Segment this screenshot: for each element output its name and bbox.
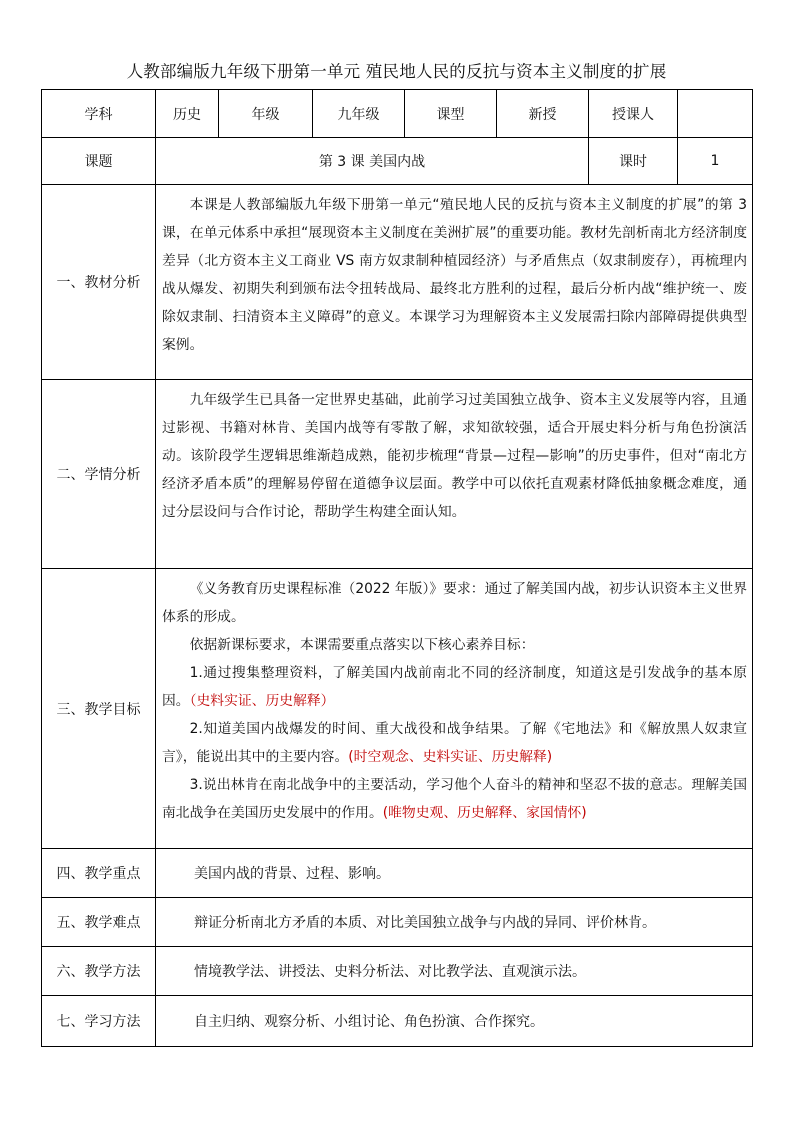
goal-1-text: 1.通过搜集整理资料，了解美国内战前南北不同的经济制度，知道这是引发战争的基本原因。 — [162, 665, 747, 709]
key-points-text: 美国内战的背景、过程、影响。 — [156, 849, 753, 898]
learning-methods-row — [42, 996, 753, 1047]
document-title: 人教部编版九年级下册第一单元 殖民地人民的反抗与资本主义制度的扩展 — [126, 62, 667, 81]
curriculum-standard: 《义务教育历史课程标准（2022 年版）》要求：通过了解美国内战，初步认识资本主义世界体系的形成。 — [162, 581, 747, 625]
textbook-analysis-text: 本课是人教部编版九年级下册第一单元“殖民地人民的反抗与资本主义制度的扩展”的第 3 课，在单元体系中承担“展现资本主义制度在美洲扩展”的重要功能。教材先剖析南北方经济制度差异（北方资本主义工商业 VS 南方奴隶制种植园经济）与矛盾焦点（奴隶制废存），再梳理内战从爆发、初期失利到颁布法令扭转战局、最终北方胜利的过程，最后分析内战“维护统一、废除奴隶制、扫清资本主义障碍”的意义。本课学习为理解资本主义发展需扫除内部障碍提供典型案例。 — [162, 197, 747, 353]
teaching-methods-row — [42, 947, 753, 996]
goal-2-text: 2.知道美国内战爆发的时间、重大战役和战争结果。了解《宅地法》和《解放黑人奴隶宣言》，能说出其中的主要内容。 — [162, 721, 747, 765]
teaching-goals-label: 三、教学目标 — [42, 569, 156, 849]
difficulties-row — [42, 898, 753, 947]
difficulties-text: 辩证分析南北方矛盾的本质、对比美国独立战争与内战的异同、评价林肯。 — [156, 898, 753, 947]
student-analysis-row — [42, 380, 753, 569]
topic-row — [42, 138, 753, 185]
textbook-analysis-row — [42, 185, 753, 380]
hours-value: 1 — [678, 138, 753, 185]
goal-3-tag: (唯物史观、历史解释、家国情怀) — [382, 805, 587, 821]
teacher-value — [678, 90, 753, 138]
learning-methods-text: 自主归纳、观察分析、小组讨论、角色扮演、合作探究。 — [156, 996, 753, 1047]
goal-3 — [162, 771, 747, 827]
student-analysis-label: 二、学情分析 — [42, 380, 156, 569]
difficulties-label: 五、教学难点 — [42, 898, 156, 947]
teacher-label: 授课人 — [589, 90, 678, 138]
type-label: 课型 — [405, 90, 497, 138]
topic-label: 课题 — [42, 138, 156, 185]
goal-3-text: 3.说出林肯在南北战争中的主要活动，学习他个人奋斗的精神和坚忍不拔的意志。理解美国南北战争在美国历史发展中的作用。 — [162, 777, 747, 821]
header-row — [42, 90, 753, 138]
teaching-methods-label: 六、教学方法 — [42, 947, 156, 996]
type-value: 新授 — [497, 90, 589, 138]
grade-value: 九年级 — [313, 90, 405, 138]
learning-methods-label: 七、学习方法 — [42, 996, 156, 1047]
hours-label: 课时 — [589, 138, 678, 185]
teaching-goals-row — [42, 569, 753, 849]
teaching-goals-content — [156, 569, 753, 849]
student-analysis-content — [156, 380, 753, 569]
subject-value: 历史 — [156, 90, 219, 138]
goal-2-tag: (时空观念、史料实证、历史解释) — [348, 749, 553, 765]
grade-label: 年级 — [219, 90, 313, 138]
goals-intro: 依据新课标要求，本课需要重点落实以下核心素养目标： — [189, 637, 535, 653]
goal-2 — [162, 715, 747, 771]
topic-value: 第 3 课 美国内战 — [156, 138, 589, 185]
lesson-plan-table — [41, 89, 753, 1047]
key-points-label: 四、教学重点 — [42, 849, 156, 898]
key-points-row — [42, 849, 753, 898]
textbook-analysis-label: 一、教材分析 — [42, 185, 156, 380]
goal-1 — [162, 659, 747, 715]
subject-label: 学科 — [42, 90, 156, 138]
goal-1-tag: （史料实证、历史解释） — [189, 693, 335, 709]
student-analysis-text: 九年级学生已具备一定世界史基础，此前学习过美国独立战争、资本主义发展等内容，且通过影视、书籍对林肯、美国内战等有零散了解，求知欲较强，适合开展史料分析与角色扮演活动。该阶段学生逻辑思维渐趋成熟，能初步梳理“背景—过程—影响”的历史事件，但对“南北方经济矛盾本质”的理解易停留在道德争议层面。教学中可以依托直观素材降低抽象概念难度，通过分层设问与合作讨论，帮助学生构建全面认知。 — [162, 392, 747, 520]
textbook-analysis-content — [156, 185, 753, 380]
teaching-methods-text: 情境教学法、讲授法、史料分析法、对比教学法、直观演示法。 — [156, 947, 753, 996]
